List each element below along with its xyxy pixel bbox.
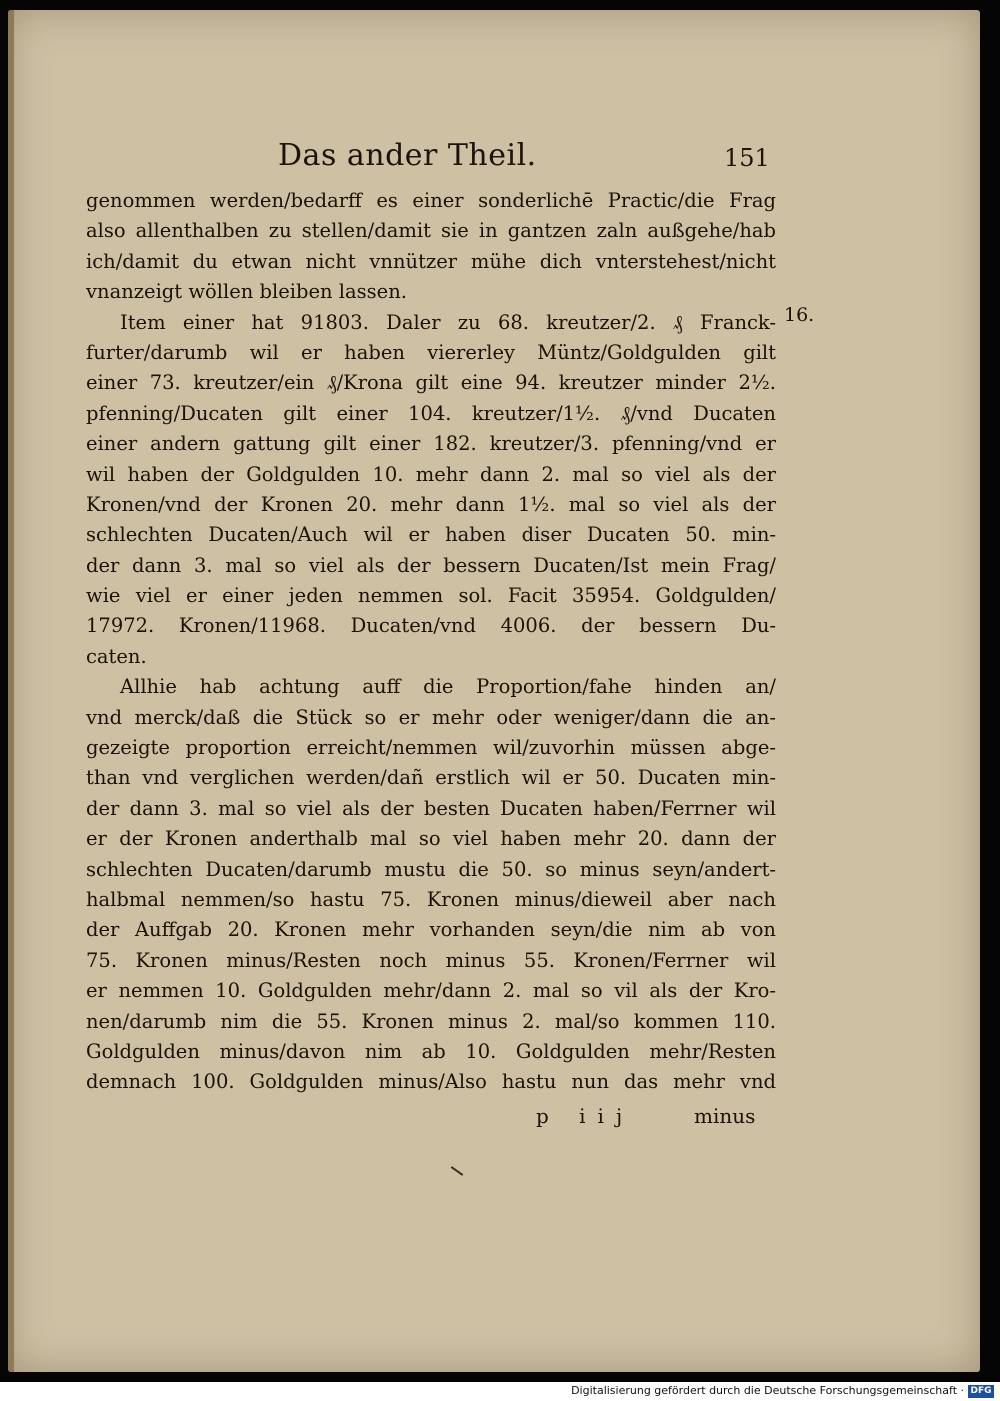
page-number: 151 (724, 144, 770, 172)
text-line: schlechten Ducaten/Auch wil er haben diser Ducaten 50. min- (86, 523, 776, 547)
text-line: furter/darumb wil er haben viererley Müntz/Goldgulden gilt (86, 340, 776, 364)
text-line: pfenning/Ducaten gilt einer 104. kreutzer/1½. ₰/vnd Ducaten (86, 401, 776, 425)
signature-mark: p iij (536, 1104, 635, 1128)
text-line: er der Kronen anderthalb mal so viel haben mehr 20. dann der (86, 827, 776, 851)
text-line: der dann 3. mal so viel als der bessern Ducaten/Ist mein Frag/ (86, 553, 776, 577)
text-line: er nemmen 10. Goldgulden mehr/dann 2. mal so vil als der Kro- (86, 979, 776, 1003)
page-header (0, 138, 1000, 188)
text-line: Item einer hat 91803. Daler zu 68. kreutzer/2. ₰ Franck- (120, 310, 776, 334)
text-line: vnanzeigt wöllen bleiben lassen. (86, 280, 407, 304)
text-line: 17972. Kronen/11968. Ducaten/vnd 4006. der bessern Du- (86, 614, 776, 638)
text-line: der dann 3. mal so viel als der besten Ducaten haben/Ferrner wil (86, 796, 776, 820)
text-line: wie viel er einer jeden nemmen sol. Facit 35954. Goldgulden/ (86, 584, 776, 608)
text-line: Goldgulden minus/davon nim ab 10. Goldgulden mehr/Resten (86, 1039, 776, 1063)
credit-text: Digitalisierung gefördert durch die Deutsche Forschungsgemeinschaft · (571, 1384, 964, 1397)
catchword: minus (694, 1104, 756, 1128)
text-line: Kronen/vnd der Kronen 20. mehr dann 1½. mal so viel als der (86, 492, 776, 516)
page-footer (0, 1104, 1000, 1134)
text-line: than vnd verglichen werden/dañ erstlich wil er 50. Ducaten min- (86, 766, 776, 790)
text-line: einer andern gattung gilt einer 182. kreutzer/3. pfenning/vnd er (86, 432, 776, 456)
text-line: der Auffgab 20. Kronen mehr vorhanden seyn/die nim ab von (86, 918, 776, 942)
text-line: demnach 100. Goldgulden minus/Also hastu nun das mehr vnd (86, 1070, 776, 1094)
text-line: also allenthalben zu stellen/damit sie in gantzen zaln außgehe/hab (86, 219, 776, 243)
text-line: caten. (86, 644, 147, 668)
text-line: genommen werden/bedarff es einer sonderlichē Practic/die Frag (86, 189, 776, 212)
text-line: 75. Kronen minus/Resten noch minus 55. Kronen/Ferrner wil (86, 948, 776, 972)
credit-bar (0, 1382, 1000, 1401)
text-line: schlechten Ducaten/darumb mustu die 50. so minus seyn/andert- (86, 857, 776, 881)
text-line: Allhie hab achtung auff die Proportion/fahe hinden an/ (120, 675, 776, 699)
dfg-logo-icon: DFG (968, 1385, 994, 1398)
marginal-note: 16. (784, 304, 815, 326)
text-line: vnd merck/daß die Stück so er mehr oder weniger/dann die an- (86, 705, 776, 729)
text-line: gezeigte proportion erreicht/nemmen wil/zuvorhin müssen abge- (86, 736, 776, 760)
page-edge (8, 10, 14, 1372)
text-line: wil haben der Goldgulden 10. mehr dann 2. mal so viel als der (86, 462, 776, 486)
body-text (86, 186, 776, 1098)
text-line: nen/darumb nim die 55. Kronen minus 2. mal/so kommen 110. (86, 1009, 776, 1033)
text-line: halbmal nemmen/so hastu 75. Kronen minus/dieweil aber nach (86, 887, 776, 911)
running-title: Das ander Theil. (278, 138, 537, 173)
text-line: ich/damit du etwan nicht vnnützer mühe dich vnterstehest/nicht (86, 249, 776, 273)
text-line: einer 73. kreutzer/ein ₰/Krona gilt eine 94. kreutzer minder 2½. (86, 371, 776, 395)
